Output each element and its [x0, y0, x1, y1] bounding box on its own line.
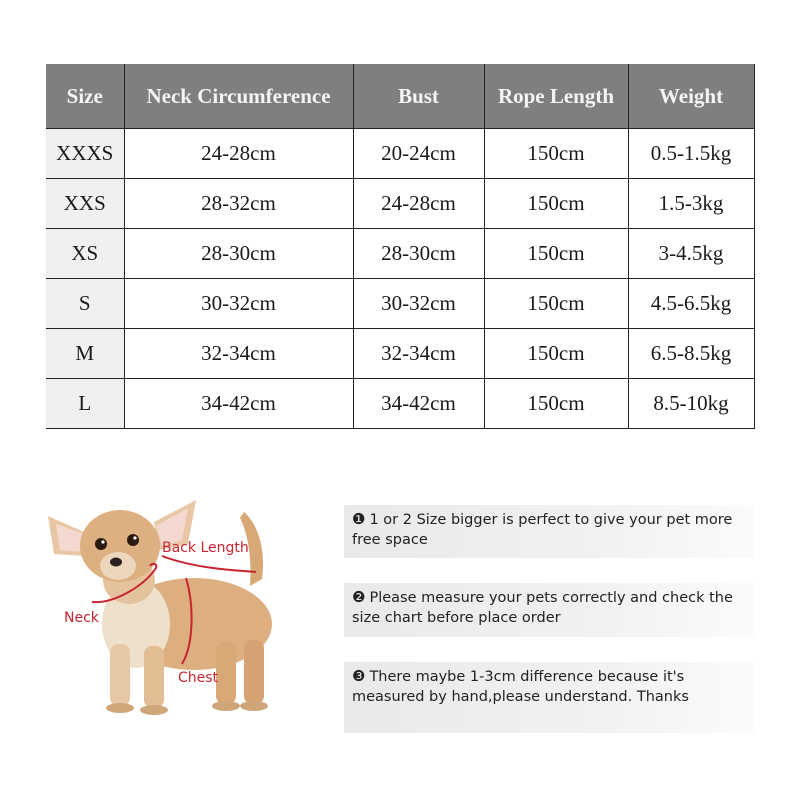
number-three-icon: ❸	[352, 667, 366, 685]
cell-neck: 28-32cm	[124, 179, 353, 229]
cell-weight: 6.5-8.5kg	[628, 329, 754, 379]
size-chart-table	[46, 64, 755, 429]
header-weight: Weight	[628, 64, 754, 129]
cell-rope: 150cm	[484, 129, 628, 179]
cell-weight: 4.5-6.5kg	[628, 279, 754, 329]
number-two-icon: ❷	[352, 588, 366, 606]
label-neck: Neck	[64, 610, 99, 626]
cell-rope: 150cm	[484, 279, 628, 329]
note-text: Please measure your pets correctly and check the size chart before place order	[352, 590, 733, 626]
cell-bust: 20-24cm	[353, 129, 484, 179]
dog-illustration	[48, 500, 272, 715]
cell-bust: 32-34cm	[353, 329, 484, 379]
cell-bust: 30-32cm	[353, 279, 484, 329]
cell-neck: 28-30cm	[124, 229, 353, 279]
cell-rope: 150cm	[484, 379, 628, 429]
cell-weight: 1.5-3kg	[628, 179, 754, 229]
table-row	[46, 229, 754, 279]
note-3	[344, 662, 754, 733]
header-rope-length: Rope Length	[484, 64, 628, 129]
cell-weight: 3-4.5kg	[628, 229, 754, 279]
cell-rope: 150cm	[484, 229, 628, 279]
cell-rope: 150cm	[484, 179, 628, 229]
cell-bust: 24-28cm	[353, 179, 484, 229]
cell-weight: 8.5-10kg	[628, 379, 754, 429]
cell-neck: 30-32cm	[124, 279, 353, 329]
cell-size: XS	[46, 229, 124, 279]
table-header-row	[46, 64, 754, 129]
header-bust: Bust	[353, 64, 484, 129]
cell-bust: 28-30cm	[353, 229, 484, 279]
table-row	[46, 179, 754, 229]
cell-size: M	[46, 329, 124, 379]
cell-size: XXS	[46, 179, 124, 229]
cell-neck: 32-34cm	[124, 329, 353, 379]
header-neck: Neck Circumference	[124, 64, 353, 129]
table-row	[46, 379, 754, 429]
back-length-arrow	[162, 556, 256, 572]
header-size: Size	[46, 64, 124, 129]
cell-size: S	[46, 279, 124, 329]
table-row	[46, 129, 754, 179]
table-row	[46, 279, 754, 329]
label-back-length: Back Length	[162, 540, 249, 556]
label-chest: Chest	[178, 670, 219, 686]
cell-neck: 24-28cm	[124, 129, 353, 179]
dog-measurement-diagram	[44, 494, 304, 724]
table-row	[46, 329, 754, 379]
cell-neck: 34-42cm	[124, 379, 353, 429]
cell-bust: 34-42cm	[353, 379, 484, 429]
cell-rope: 150cm	[484, 329, 628, 379]
note-text: 1 or 2 Size bigger is perfect to give your pet more free space	[352, 512, 733, 548]
note-1	[344, 505, 754, 558]
note-text: There maybe 1-3cm difference because it's measured by hand,please understand. Thanks	[352, 669, 689, 705]
cell-size: L	[46, 379, 124, 429]
note-2	[344, 583, 754, 637]
number-one-icon: ❶	[352, 510, 366, 528]
cell-weight: 0.5-1.5kg	[628, 129, 754, 179]
cell-size: XXXS	[46, 129, 124, 179]
